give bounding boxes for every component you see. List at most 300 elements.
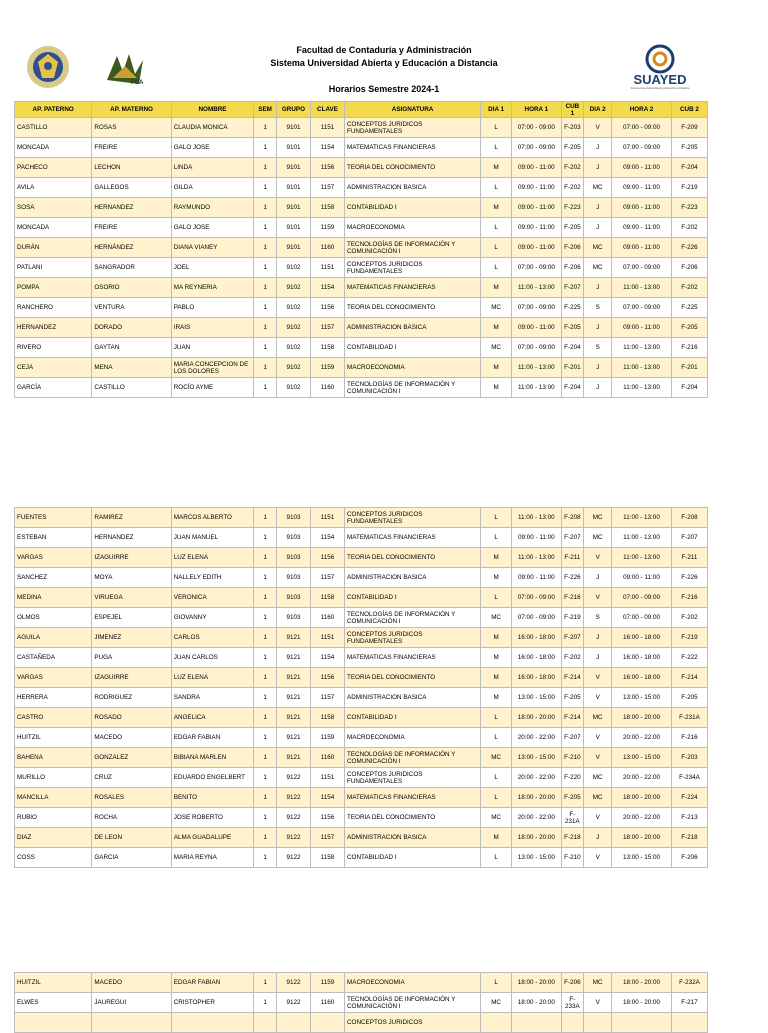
- table-row: [15, 848, 708, 868]
- cell-ap-materno: RAMIREZ: [92, 508, 171, 528]
- cell-hora-1: 07:00 - 09:00: [512, 258, 562, 278]
- cell-grupo: 9121: [276, 708, 310, 728]
- cell-hora-1: 20:00 - 22:00: [512, 808, 562, 828]
- cell-dia-2: J: [584, 198, 612, 218]
- cell-ap-materno: ESPEJEL: [92, 608, 171, 628]
- cell-hora-1: 11:00 - 13:00: [512, 278, 562, 298]
- cell-dia-2: MC: [584, 178, 612, 198]
- cell-ap-materno: GARCIA: [92, 848, 171, 868]
- cell-hora-2: 09:00 - 11:00: [612, 198, 672, 218]
- cell-hora-2: 07:00 - 09:00: [612, 608, 672, 628]
- table-row: [15, 708, 708, 728]
- cell-cub-2: F-219: [671, 178, 707, 198]
- cell-grupo: 9122: [276, 848, 310, 868]
- cell-ap-paterno: BAHENA: [15, 748, 92, 768]
- cell-sem: 1: [254, 668, 277, 688]
- column-header-nombre: NOMBRE: [171, 102, 254, 118]
- cell-grupo: 9103: [276, 508, 310, 528]
- cell-nombre: ALMA GUADALUPE: [171, 828, 254, 848]
- cell-cub-1: F-206: [561, 238, 584, 258]
- cell-asignatura: CONCEPTOS JURIDICOS: [345, 1013, 481, 1033]
- cell-nombre: BENITO: [171, 788, 254, 808]
- cell-ap-materno: VIRUEGA: [92, 588, 171, 608]
- cell-hora-2: 09:00 - 11:00: [612, 238, 672, 258]
- cell-dia-1: L: [481, 528, 512, 548]
- cell-sem: 1: [254, 973, 277, 993]
- cell-ap-paterno: RIVERO: [15, 338, 92, 358]
- cell-dia-1: [481, 1013, 512, 1033]
- table-row: [15, 358, 708, 378]
- cell-asignatura: MATEMATICAS FINANCIERAS: [345, 528, 481, 548]
- cell-hora-1: 09:00 - 11:00: [512, 198, 562, 218]
- cell-ap-materno: FREIRE: [92, 138, 171, 158]
- cell-grupo: 9101: [276, 118, 310, 138]
- cell-grupo: 9102: [276, 278, 310, 298]
- cell-cub-1: [561, 1013, 584, 1033]
- cell-sem: 1: [254, 118, 277, 138]
- cell-ap-materno: HERNÁNDEZ: [92, 238, 171, 258]
- table-row: [15, 768, 708, 788]
- cell-hora-2: 07:00 - 09:00: [612, 298, 672, 318]
- cell-hora-1: 09:00 - 11:00: [512, 238, 562, 258]
- cell-ap-paterno: POMPA: [15, 278, 92, 298]
- cell-ap-materno: [92, 1013, 171, 1033]
- cell-ap-paterno: PATLANI: [15, 258, 92, 278]
- cell-dia-1: MC: [481, 338, 512, 358]
- cell-dia-1: L: [481, 138, 512, 158]
- cell-ap-paterno: HERNANDEZ: [15, 318, 92, 338]
- cell-sem: 1: [254, 218, 277, 238]
- cell-hora-1: 13:00 - 15:00: [512, 688, 562, 708]
- cell-asignatura: CONTABILIDAD I: [345, 588, 481, 608]
- cell-cub-1: F-203: [561, 118, 584, 138]
- cell-dia-1: L: [481, 118, 512, 138]
- cell-ap-paterno: HUITZIL: [15, 973, 92, 993]
- cell-cub-2: F-214: [671, 668, 707, 688]
- cell-grupo: 9121: [276, 648, 310, 668]
- cell-clave: 1158: [310, 848, 344, 868]
- cell-hora-2: 11:00 - 13:00: [612, 508, 672, 528]
- cell-dia-1: L: [481, 238, 512, 258]
- cell-sem: 1: [254, 528, 277, 548]
- cell-dia-1: M: [481, 548, 512, 568]
- cell-sem: 1: [254, 708, 277, 728]
- cell-ap-materno: RODRIGUEZ: [92, 688, 171, 708]
- table-row: [15, 218, 708, 238]
- cell-dia-2: S: [584, 608, 612, 628]
- cell-ap-paterno: SANCHEZ: [15, 568, 92, 588]
- cell-clave: 1158: [310, 198, 344, 218]
- suayed-logo-subtext: Sistema Universidad Abierta y Educación a Distancia: [630, 87, 690, 90]
- cell-nombre: EDUARDO ENGELBERT: [171, 768, 254, 788]
- cell-ap-paterno: HUITZIL: [15, 728, 92, 748]
- cell-ap-materno: MOYA: [92, 568, 171, 588]
- cell-hora-2: 13:00 - 15:00: [612, 748, 672, 768]
- cell-grupo: 9122: [276, 788, 310, 808]
- cell-dia-2: MC: [584, 973, 612, 993]
- cell-cub-1: F-202: [561, 158, 584, 178]
- cell-sem: 1: [254, 788, 277, 808]
- cell-hora-2: 11:00 - 13:00: [612, 338, 672, 358]
- cell-cub-2: F-217: [671, 993, 707, 1013]
- cell-ap-paterno: FUENTES: [15, 508, 92, 528]
- cell-clave: 1156: [310, 298, 344, 318]
- cell-grupo: 9102: [276, 338, 310, 358]
- cell-nombre: JUAN CARLOS: [171, 648, 254, 668]
- cell-dia-2: S: [584, 338, 612, 358]
- table-row: [15, 318, 708, 338]
- cell-ap-paterno: CASTRO: [15, 708, 92, 728]
- cell-clave: 1156: [310, 668, 344, 688]
- table-row: [15, 993, 708, 1013]
- cell-ap-materno: VENTURA: [92, 298, 171, 318]
- cell-cub-2: [671, 1013, 707, 1033]
- cell-dia-2: J: [584, 648, 612, 668]
- cell-cub-2: F-231A: [671, 708, 707, 728]
- suayed-logo-text: SUAYED: [633, 72, 687, 87]
- cell-sem: 1: [254, 238, 277, 258]
- cell-cub-2: F-213: [671, 808, 707, 828]
- table-row: [15, 338, 708, 358]
- cell-dia-1: M: [481, 358, 512, 378]
- cell-grupo: 9102: [276, 258, 310, 278]
- cell-clave: 1151: [310, 768, 344, 788]
- cell-ap-materno: HERNANDEZ: [92, 198, 171, 218]
- cell-nombre: MARIA REYNA: [171, 848, 254, 868]
- cell-grupo: 9103: [276, 548, 310, 568]
- cell-clave: 1157: [310, 688, 344, 708]
- cell-dia-1: MC: [481, 808, 512, 828]
- cell-asignatura: CONCEPTOS JURIDICOS FUNDAMENTALES: [345, 768, 481, 788]
- cell-ap-materno: JIMENEZ: [92, 628, 171, 648]
- cell-cub-2: F-202: [671, 608, 707, 628]
- cell-dia-2: J: [584, 568, 612, 588]
- cell-nombre: GALO JOSE: [171, 218, 254, 238]
- cell-sem: 1: [254, 848, 277, 868]
- cell-nombre: RAYMUNDO: [171, 198, 254, 218]
- column-header-asignatura: ASIGNATURA: [345, 102, 481, 118]
- cell-cub-1: F-201: [561, 358, 584, 378]
- table-row: [15, 728, 708, 748]
- cell-ap-materno: MENA: [92, 358, 171, 378]
- cell-cub-2: F-225: [671, 298, 707, 318]
- cell-hora-1: 16:00 - 18:00: [512, 648, 562, 668]
- cell-grupo: 9102: [276, 298, 310, 318]
- cell-sem: 1: [254, 728, 277, 748]
- cell-hora-2: 11:00 - 13:00: [612, 548, 672, 568]
- cell-hora-2: 20:00 - 22:00: [612, 808, 672, 828]
- cell-clave: 1160: [310, 993, 344, 1013]
- column-header-sem: SEM: [254, 102, 277, 118]
- schedule-table-1: [14, 101, 708, 398]
- cell-grupo: 9101: [276, 218, 310, 238]
- cell-cub-1: F-223: [561, 198, 584, 218]
- cell-dia-1: M: [481, 628, 512, 648]
- cell-nombre: JUAN: [171, 338, 254, 358]
- cell-grupo: 9103: [276, 568, 310, 588]
- cell-asignatura: TEORIA DEL CONOCIMIENTO: [345, 668, 481, 688]
- cell-cub-1: F-205: [561, 788, 584, 808]
- cell-dia-1: L: [481, 728, 512, 748]
- cell-clave: 1154: [310, 648, 344, 668]
- table-row: [15, 973, 708, 993]
- table-row: [15, 198, 708, 218]
- table-row: [15, 588, 708, 608]
- cell-nombre: VERONICA: [171, 588, 254, 608]
- cell-dia-2: J: [584, 138, 612, 158]
- cell-clave: 1159: [310, 973, 344, 993]
- cell-grupo: 9102: [276, 358, 310, 378]
- cell-nombre: GIOVANNY: [171, 608, 254, 628]
- cell-grupo: 9103: [276, 588, 310, 608]
- cell-grupo: 9122: [276, 973, 310, 993]
- cell-sem: 1: [254, 508, 277, 528]
- cell-nombre: NALLELY EDITH: [171, 568, 254, 588]
- table-row: [15, 828, 708, 848]
- cell-nombre: JUAN MANUEL: [171, 528, 254, 548]
- cell-asignatura: MATEMATICAS FINANCIERAS: [345, 278, 481, 298]
- cell-ap-materno: MACEDO: [92, 728, 171, 748]
- column-header-hora-1: HORA 1: [512, 102, 562, 118]
- cell-cub-1: F-202: [561, 178, 584, 198]
- cell-hora-1: 13:00 - 15:00: [512, 748, 562, 768]
- cell-dia-2: J: [584, 358, 612, 378]
- cell-dia-1: L: [481, 768, 512, 788]
- cell-hora-1: 07:00 - 09:00: [512, 298, 562, 318]
- cell-clave: 1151: [310, 508, 344, 528]
- cell-dia-2: V: [584, 548, 612, 568]
- cell-nombre: GILDA: [171, 178, 254, 198]
- cell-nombre: ROCÍO AYME: [171, 378, 254, 398]
- cell-ap-materno: LECHON: [92, 158, 171, 178]
- cell-cub-2: F-211: [671, 548, 707, 568]
- cell-ap-paterno: AVILA: [15, 178, 92, 198]
- table-header-row: [15, 102, 708, 118]
- column-header-cub-2: CUB 2: [671, 102, 707, 118]
- cell-ap-materno: OSORIO: [92, 278, 171, 298]
- cell-dia-1: M: [481, 688, 512, 708]
- cell-nombre: [171, 1013, 254, 1033]
- cell-dia-1: L: [481, 848, 512, 868]
- cell-dia-1: L: [481, 708, 512, 728]
- cell-cub-1: F-214: [561, 708, 584, 728]
- cell-ap-paterno: CASTAÑEDA: [15, 648, 92, 668]
- cell-nombre: EDGAR FABIAN: [171, 973, 254, 993]
- cell-grupo: 9121: [276, 668, 310, 688]
- cell-hora-2: 16:00 - 18:00: [612, 648, 672, 668]
- cell-sem: 1: [254, 628, 277, 648]
- cell-hora-1: 18:00 - 20:00: [512, 708, 562, 728]
- cell-nombre: JOSE ROBERTO: [171, 808, 254, 828]
- cell-grupo: 9101: [276, 178, 310, 198]
- cell-dia-2: J: [584, 628, 612, 648]
- cell-dia-1: M: [481, 198, 512, 218]
- cell-dia-2: V: [584, 118, 612, 138]
- cell-ap-materno: GALLEGOS: [92, 178, 171, 198]
- cell-hora-2: 18:00 - 20:00: [612, 973, 672, 993]
- cell-ap-materno: SANGRADOR: [92, 258, 171, 278]
- cell-hora-2: 11:00 - 13:00: [612, 278, 672, 298]
- cell-hora-2: 13:00 - 15:00: [612, 688, 672, 708]
- cell-ap-paterno: [15, 1013, 92, 1033]
- cell-clave: 1159: [310, 728, 344, 748]
- cell-hora-2: 09:00 - 11:00: [612, 178, 672, 198]
- cell-cub-1: F-218: [561, 828, 584, 848]
- cell-ap-paterno: MEDINA: [15, 588, 92, 608]
- cell-sem: 1: [254, 748, 277, 768]
- cell-asignatura: ADMINISTRACION BASICA: [345, 568, 481, 588]
- cell-hora-2: 09:00 - 11:00: [612, 568, 672, 588]
- table-row: [15, 298, 708, 318]
- cell-sem: 1: [254, 158, 277, 178]
- cell-dia-1: M: [481, 158, 512, 178]
- cell-hora-2: 07:00 - 09:00: [612, 258, 672, 278]
- cell-asignatura: TEORIA DEL CONOCIMIENTO: [345, 548, 481, 568]
- cell-asignatura: TEORIA DEL CONOCIMIENTO: [345, 298, 481, 318]
- cell-sem: 1: [254, 338, 277, 358]
- cell-sem: 1: [254, 588, 277, 608]
- cell-ap-paterno: VARGAS: [15, 668, 92, 688]
- cell-cub-2: F-232A: [671, 973, 707, 993]
- cell-dia-1: L: [481, 588, 512, 608]
- table-row: [15, 668, 708, 688]
- cell-clave: 1159: [310, 358, 344, 378]
- cell-hora-2: 07:00 - 09:00: [612, 138, 672, 158]
- cell-hora-1: 09:00 - 11:00: [512, 218, 562, 238]
- cell-grupo: 9101: [276, 158, 310, 178]
- cell-clave: 1156: [310, 808, 344, 828]
- cell-cub-2: F-222: [671, 648, 707, 668]
- cell-sem: 1: [254, 808, 277, 828]
- cell-clave: 1158: [310, 708, 344, 728]
- cell-cub-2: F-226: [671, 238, 707, 258]
- cell-hora-1: 18:00 - 20:00: [512, 993, 562, 1013]
- cell-sem: 1: [254, 648, 277, 668]
- cell-dia-1: M: [481, 828, 512, 848]
- table-row: [15, 138, 708, 158]
- cell-cub-2: F-209: [671, 118, 707, 138]
- cell-cub-1: F-207: [561, 728, 584, 748]
- cell-nombre: LINDA: [171, 158, 254, 178]
- table-row: [15, 788, 708, 808]
- cell-cub-1: F-205: [561, 318, 584, 338]
- cell-asignatura: CONCEPTOS JURIDICOS FUNDAMENTALES: [345, 118, 481, 138]
- cell-hora-1: 09:00 - 11:00: [512, 178, 562, 198]
- cell-dia-2: MC: [584, 258, 612, 278]
- table-row: [15, 808, 708, 828]
- cell-ap-paterno: CASTILLO: [15, 118, 92, 138]
- cell-ap-materno: DE LEON: [92, 828, 171, 848]
- cell-grupo: 9101: [276, 138, 310, 158]
- cell-sem: 1: [254, 688, 277, 708]
- cell-cub-2: F-216: [671, 728, 707, 748]
- cell-clave: 1160: [310, 378, 344, 398]
- cell-ap-materno: PUGA: [92, 648, 171, 668]
- column-header-clave: CLAVE: [310, 102, 344, 118]
- column-header-dia-2: DIA 2: [584, 102, 612, 118]
- cell-dia-2: V: [584, 993, 612, 1013]
- cell-cub-1: F-205: [561, 688, 584, 708]
- cell-dia-2: S: [584, 298, 612, 318]
- cell-cub-2: F-234A: [671, 768, 707, 788]
- cell-hora-1: 11:00 - 13:00: [512, 548, 562, 568]
- cell-ap-paterno: ESTEBAN: [15, 528, 92, 548]
- cell-dia-1: MC: [481, 748, 512, 768]
- cell-cub-1: F-216: [561, 588, 584, 608]
- cell-clave: 1158: [310, 338, 344, 358]
- cell-ap-paterno: SOSA: [15, 198, 92, 218]
- cell-sem: 1: [254, 138, 277, 158]
- cell-asignatura: CONCEPTOS JURIDICOS FUNDAMENTALES: [345, 508, 481, 528]
- cell-dia-1: M: [481, 668, 512, 688]
- cell-dia-2: J: [584, 158, 612, 178]
- semester-title: Horarios Semestre 2024-1: [328, 84, 440, 94]
- cell-cub-1: F-207: [561, 278, 584, 298]
- table-row: [15, 648, 708, 668]
- cell-sem: 1: [254, 828, 277, 848]
- cell-nombre: GALO JOSE: [171, 138, 254, 158]
- cell-ap-paterno: DIAZ: [15, 828, 92, 848]
- cell-dia-1: M: [481, 318, 512, 338]
- cell-ap-paterno: PACHECO: [15, 158, 92, 178]
- cell-sem: 1: [254, 258, 277, 278]
- table-row: [15, 258, 708, 278]
- cell-hora-1: 09:00 - 11:00: [512, 568, 562, 588]
- cell-clave: 1160: [310, 238, 344, 258]
- cell-cub-1: F-231A: [561, 808, 584, 828]
- schedule-table-2: [14, 507, 708, 868]
- cell-sem: 1: [254, 568, 277, 588]
- cell-dia-1: M: [481, 568, 512, 588]
- table-row: [15, 548, 708, 568]
- cell-asignatura: TECNOLOGÍAS DE INFORMACIÓN Y COMUNICACIÓN I: [345, 378, 481, 398]
- cell-cub-2: F-204: [671, 158, 707, 178]
- cell-grupo: 9122: [276, 808, 310, 828]
- cell-clave: 1154: [310, 278, 344, 298]
- cell-grupo: 9121: [276, 628, 310, 648]
- cell-hora-1: 11:00 - 13:00: [512, 378, 562, 398]
- cell-hora-2: 07:00 - 09:00: [612, 588, 672, 608]
- cell-grupo: 9121: [276, 728, 310, 748]
- cell-ap-materno: GAYTAN: [92, 338, 171, 358]
- cell-hora-2: 20:00 - 22:00: [612, 728, 672, 748]
- cell-clave: 1151: [310, 258, 344, 278]
- table-row: [15, 508, 708, 528]
- cell-ap-materno: CASTILLO: [92, 378, 171, 398]
- cell-dia-1: M: [481, 278, 512, 298]
- cell-clave: 1157: [310, 568, 344, 588]
- cell-asignatura: MATEMATICAS FINANCIERAS: [345, 138, 481, 158]
- cell-nombre: CLAUDIA MONICA: [171, 118, 254, 138]
- cell-sem: 1: [254, 608, 277, 628]
- table-row: [15, 178, 708, 198]
- cell-asignatura: TEORIA DEL CONOCIMIENTO: [345, 158, 481, 178]
- cell-cub-1: F-220: [561, 768, 584, 788]
- cell-clave: 1156: [310, 158, 344, 178]
- cell-cub-1: F-207: [561, 528, 584, 548]
- cell-ap-paterno: MONCADA: [15, 218, 92, 238]
- cell-hora-1: 09:00 - 11:00: [512, 528, 562, 548]
- cell-sem: 1: [254, 298, 277, 318]
- fca-logo-text: FCA: [131, 80, 144, 86]
- cell-ap-materno: IZAGUIRRE: [92, 668, 171, 688]
- cell-cub-1: F-205: [561, 218, 584, 238]
- cell-dia-1: L: [481, 788, 512, 808]
- table-row: [15, 158, 708, 178]
- cell-hora-2: 18:00 - 20:00: [612, 828, 672, 848]
- cell-asignatura: CONTABILIDAD I: [345, 198, 481, 218]
- cell-nombre: CRISTOPHER: [171, 993, 254, 1013]
